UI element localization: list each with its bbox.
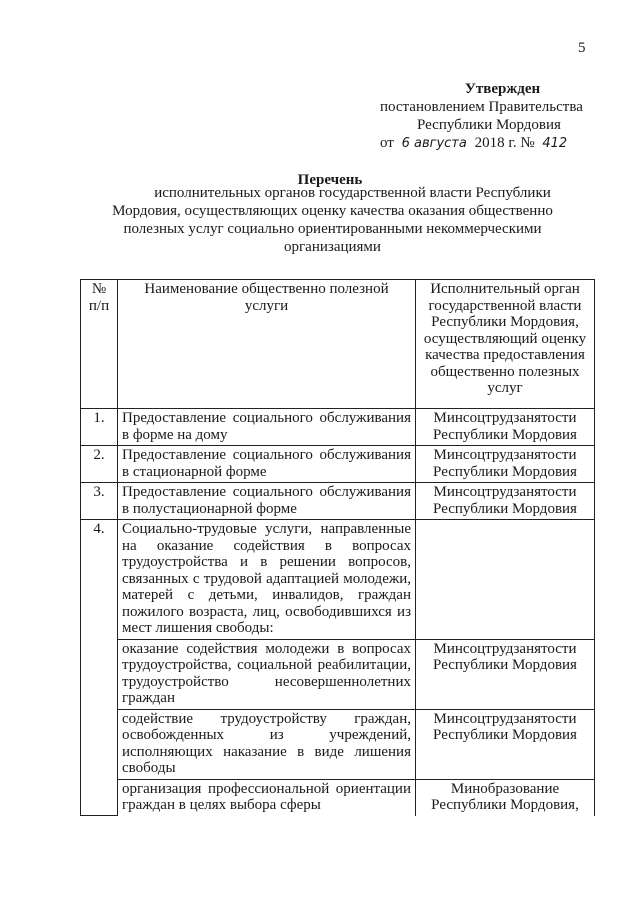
row-num: 1. [81,409,118,446]
row-service: организация профессиональной ориентации граждан в целях выбора сферы [118,779,416,816]
table-row [81,709,595,779]
row-authority: Минсоцтрудзанятости Республики Мордовия [416,709,595,779]
row-service: Социально-трудовые услуги, направленные на оказание содействия в вопросах трудоустройства и в решении вопросов, связанных с трудовой адаптацией молодежи, матерей с детьми, инвалидов, граждан пожилого возраста, лиц, освободившихся из мест лишения свободы: [118,520,416,640]
table-row [81,446,595,483]
row-service: Предоставление социального обслуживания в стационарной форме [118,446,416,483]
document-title: Перечень [297,172,363,188]
row-authority: Минсоцтрудзанятости Республики Мордовия [416,483,595,520]
row-service: Предоставление социального обслуживания в полустационарной форме [118,483,416,520]
document-subtitle [100,184,565,256]
row-authority: Минсоцтрудзанятости Республики Мордовия [416,446,595,483]
table-row [81,409,595,446]
header-authority: Исполнительный орган государственной власти Республики Мордовия, осуществляющий оценку качества предоставления общественно полезных услуг [416,280,595,409]
approval-block [380,80,595,153]
row-num: 4. [81,520,118,816]
table-row [81,483,595,520]
header-num: № п/п [81,280,118,409]
table-header-row [81,280,595,409]
approval-date-line [380,134,595,153]
row-authority: Минсоцтрудзанятости Республики Мордовия [416,639,595,709]
header-service: Наименование общественно полезной услуги [118,280,416,409]
document-subtitle-text: исполнительных органов государственной власти Республики Мордовия, осуществляющих оценку качества оказания общественно полезных услуг социально ориентированными некоммерческими организациями [112,185,553,255]
row-authority [416,520,595,640]
approval-date-year: 2018 г. № [474,135,535,151]
row-num: 3. [81,483,118,520]
row-num: 2. [81,446,118,483]
approval-title: Утвержден [464,81,541,97]
row-authority: Минобразование Республики Мордовия, [416,779,595,816]
approval-line-1: постановлением Правительства [380,99,583,115]
row-service: содействие трудоустройству граждан, освобожденных из учреждений, исполняющих наказание в виде лишения свободы [118,709,416,779]
approval-date-prefix: от [380,135,394,151]
approval-number-handwritten: 412 [542,136,568,151]
table-row [81,779,595,816]
row-service: Предоставление социального обслуживания в форме на дому [118,409,416,446]
row-service: оказание содействия молодежи в вопросах трудоустройства, социальной реабилитации, трудоустройство несовершеннолетних граждан [118,639,416,709]
page-number: 5 [578,40,586,56]
approval-line-2: Республики Мордовия [417,117,561,133]
authorities-table [80,279,595,816]
approval-date-handwritten: 6 августа [401,136,467,151]
table-row [81,639,595,709]
row-authority: Минсоцтрудзанятости Республики Мордовия [416,409,595,446]
table-row [81,520,595,640]
